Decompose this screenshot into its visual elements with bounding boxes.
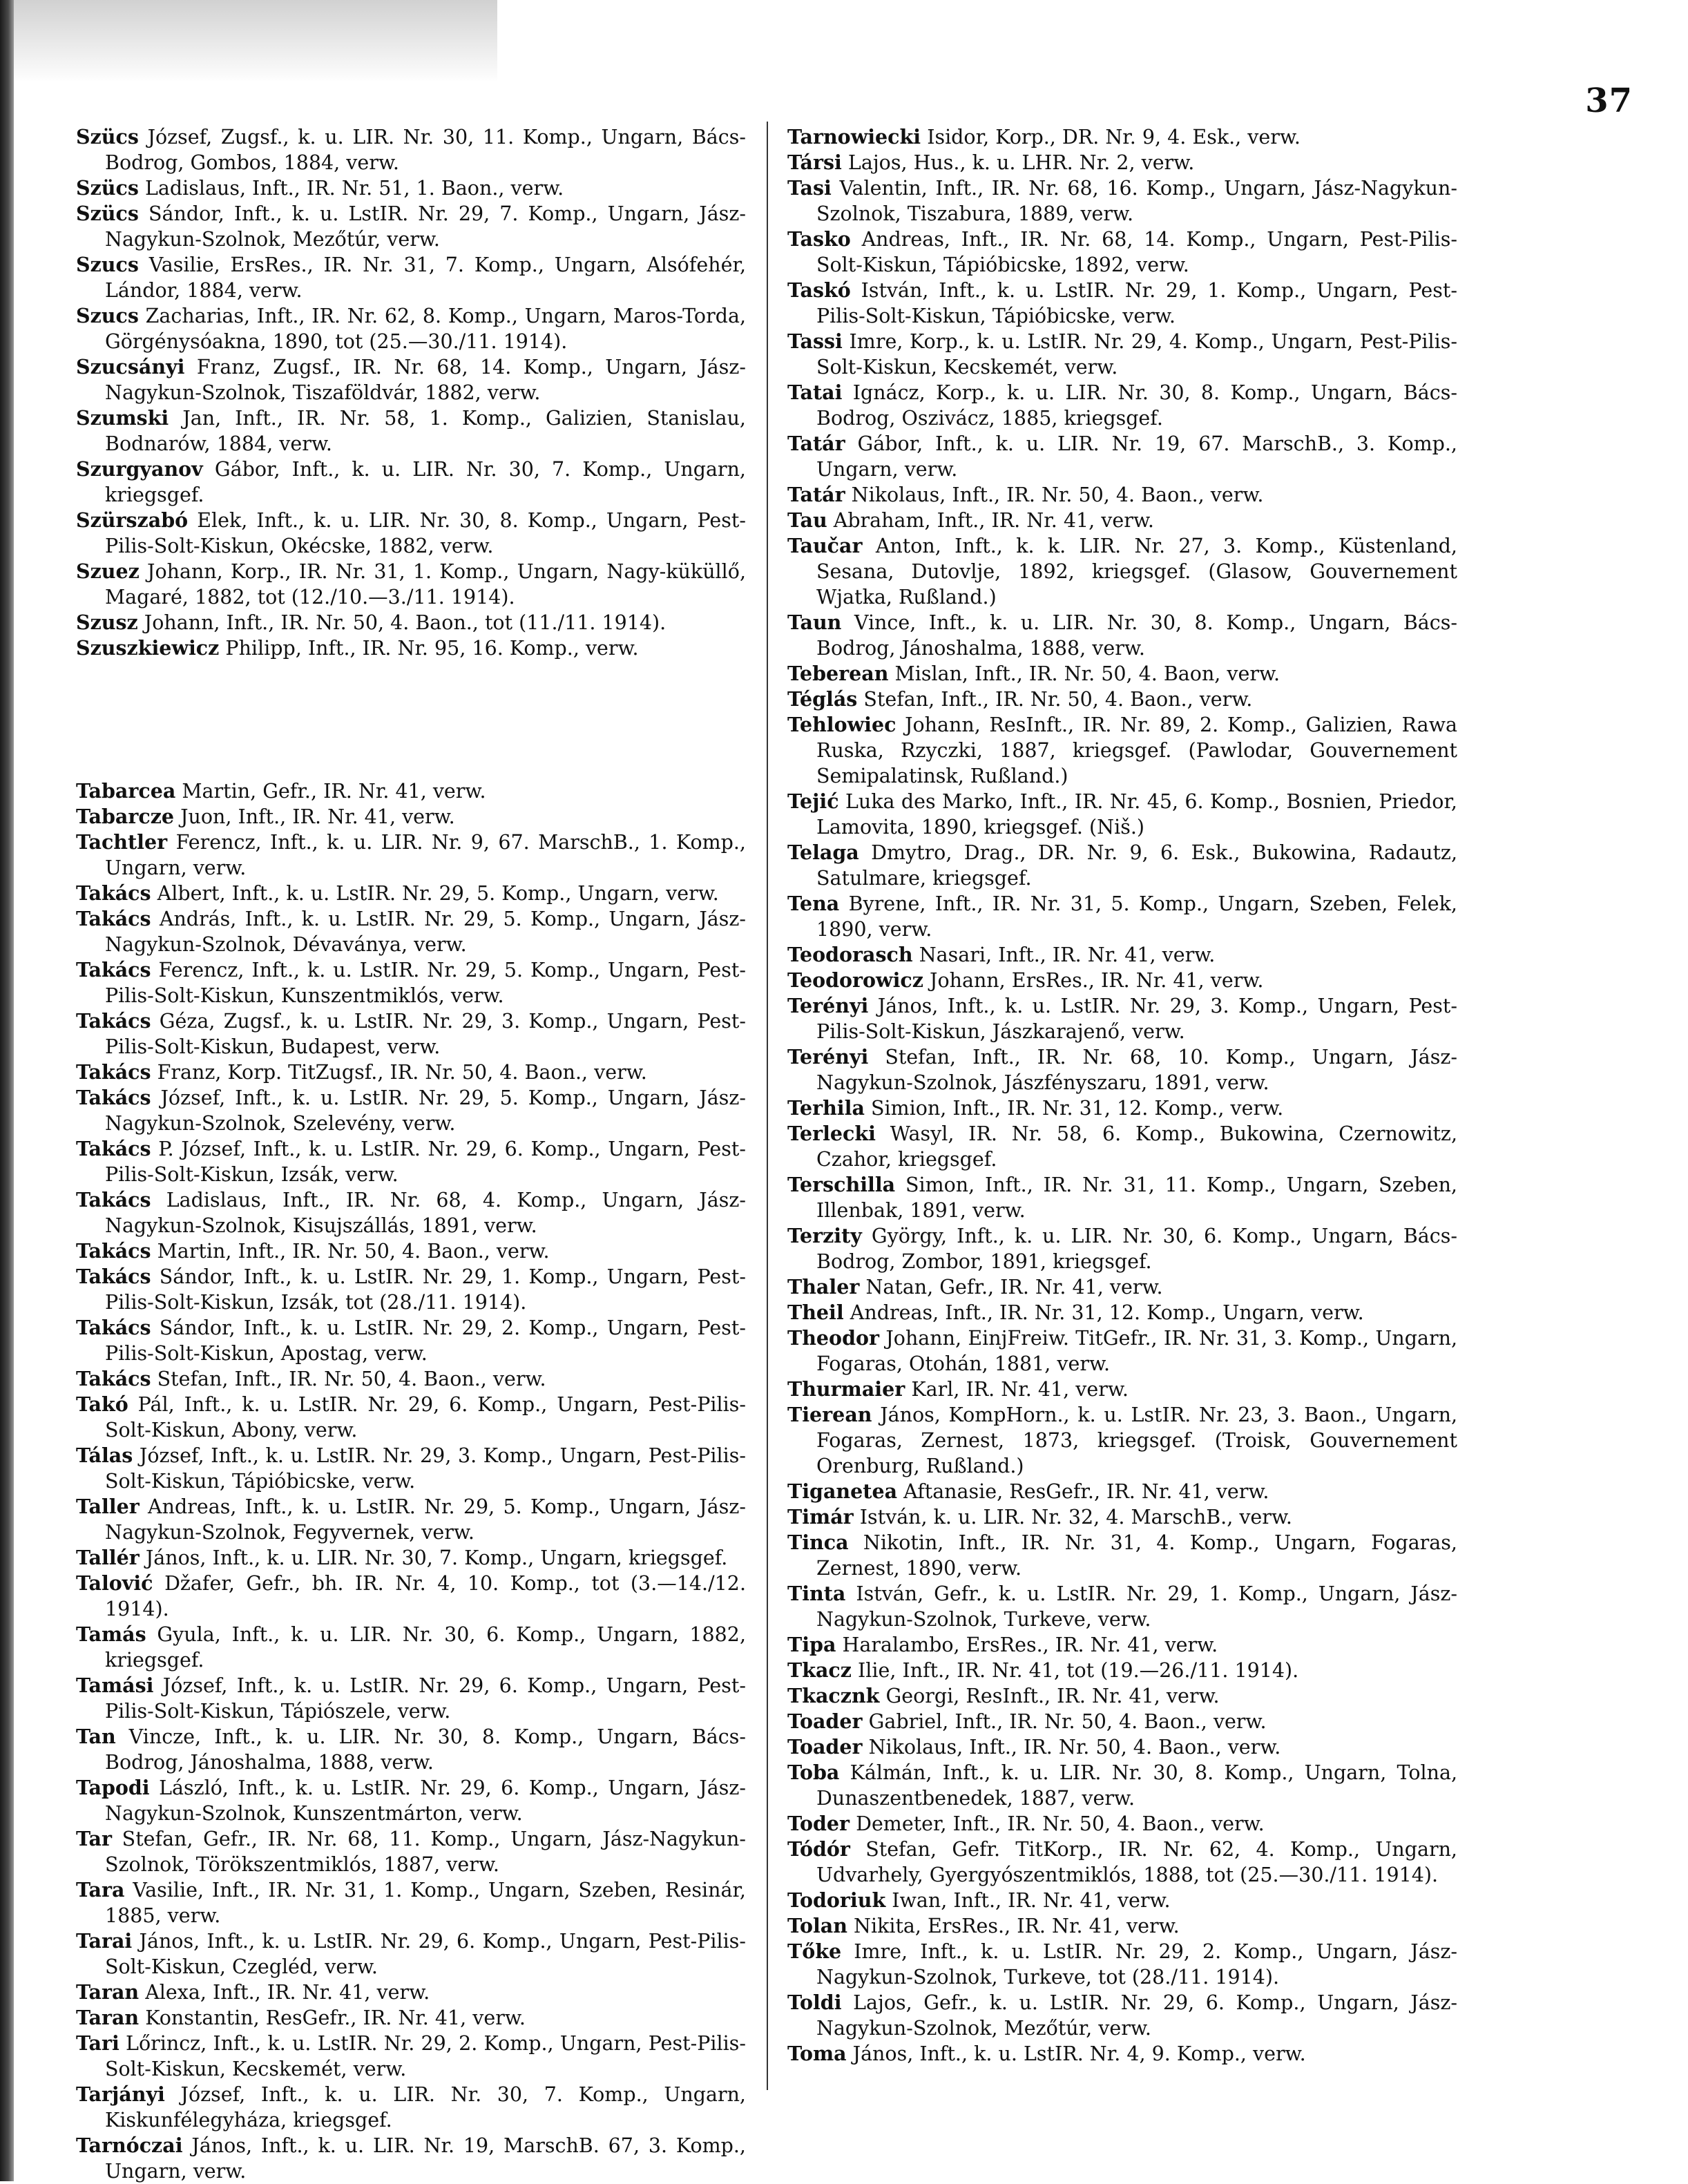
- entry-surname: Toldi: [787, 1991, 842, 2014]
- entry-details: Stefan, Inft., IR. Nr. 50, 4. Baon., verw.: [863, 688, 1253, 711]
- entry-details: Alexa, Inft., IR. Nr. 41, verw.: [145, 1981, 430, 2004]
- list-entry: [787, 968, 1457, 993]
- entry-surname: Szuszkiewicz: [76, 636, 220, 660]
- entry-details: Ladislaus, Inft., IR. Nr. 68, 4. Komp., Ungarn, Jász-Nagykun-Szolnok, Kisujszállás, 1891, verw.: [105, 1189, 746, 1237]
- entry-details: Stefan, Gefr. TitKorp., IR. Nr. 62, 4. Komp., Ungarn, Udvarhely, Gyergyószentmiklós, 1888, tot (25.—30./11. 1914).: [816, 1838, 1457, 1886]
- list-entry: [787, 1530, 1457, 1581]
- list-entry: [76, 881, 746, 906]
- entry-surname: Takács: [76, 1239, 151, 1263]
- list-entry: [76, 2031, 746, 2082]
- entry-surname: Szucsányi: [76, 355, 185, 379]
- entry-details: Karl, IR. Nr. 41, verw.: [911, 1378, 1129, 1401]
- book-binding-edge: [0, 0, 14, 2181]
- entry-details: Johann, ResInft., IR. Nr. 89, 2. Komp., Galizien, Rawa Ruska, Rzyczki, 1887, kriegsgef. (Pawlodar, Gouvernement Semipalatinsk, Rußland.): [816, 713, 1458, 787]
- list-entry: [76, 354, 746, 405]
- list-entry: [76, 508, 746, 559]
- entry-details: Nikita, ErsRes., IR. Nr. 41, verw.: [854, 1915, 1180, 1937]
- entry-details: Sándor, Inft., k. u. LstIR. Nr. 29, 2. Komp., Ungarn, Pest-Pilis-Solt-Kiskun, Apostag, verw.: [105, 1316, 747, 1365]
- list-entry: [76, 1264, 746, 1315]
- list-entry: [76, 1315, 746, 1366]
- list-entry: [787, 1300, 1457, 1325]
- entry-surname: Tamási: [76, 1674, 154, 1697]
- entry-surname: Takó: [76, 1392, 128, 1416]
- list-entry: [787, 380, 1457, 431]
- list-entry: [787, 1504, 1457, 1530]
- entry-surname: Telaga: [787, 841, 859, 864]
- list-entry: [787, 1939, 1457, 1990]
- list-entry: [787, 1709, 1457, 1734]
- entry-surname: Takács: [76, 1009, 151, 1033]
- entry-surname: Tejić: [787, 789, 839, 813]
- list-entry: [787, 1044, 1457, 1095]
- list-entry: [787, 840, 1457, 891]
- entry-details: István, Gefr., k. u. LstIR. Nr. 29, 1. Komp., Ungarn, Jász-Nagykun-Szolnok, Turkeve, verw.: [816, 1582, 1458, 1631]
- entry-surname: Tipa: [787, 1633, 836, 1656]
- entry-details: Stefan, Inft., IR. Nr. 68, 10. Komp., Ungarn, Jász-Nagykun-Szolnok, Jászfényszaru, 1891, verw.: [816, 1046, 1458, 1094]
- entry-details: Nikotin, Inft., IR. Nr. 31, 4. Komp., Ungarn, Fogaras, Zernest, 1890, verw.: [816, 1531, 1457, 1580]
- entry-details: Vincze, Inft., k. u. LIR. Nr. 30, 8. Komp., Ungarn, Bács-Bodrog, Jánoshalma, 1888, verw.: [105, 1725, 746, 1774]
- entry-details: József, Inft., k. u. LstIR. Nr. 29, 5. Komp., Ungarn, Jász-Nagykun-Szolnok, Szelevény, verw.: [105, 1086, 746, 1135]
- list-entry: [787, 1888, 1457, 1913]
- entry-surname: Tehlowiec: [787, 713, 896, 736]
- list-entry: [76, 405, 746, 457]
- entry-details: Simon, Inft., IR. Nr. 31, 11. Komp., Ungarn, Szeben, Illenbak, 1891, verw.: [816, 1174, 1457, 1222]
- entry-details: Isidor, Korp., DR. Nr. 9, 4. Esk., verw.: [927, 126, 1301, 149]
- entry-details: Elek, Inft., k. u. LIR. Nr. 30, 8. Komp., Ungarn, Pest-Pilis-Solt-Kiskun, Okécske, 1882, verw.: [105, 509, 747, 557]
- list-entry: [76, 610, 746, 635]
- entry-details: János, Inft., k. u. LstIR. Nr. 4, 9. Komp., verw.: [852, 2042, 1306, 2065]
- list-entry: [76, 1980, 746, 2005]
- list-entry: [787, 1479, 1457, 1504]
- entry-details: Jan, Inft., IR. Nr. 58, 1. Komp., Galizien, Stanislau, Bodnarów, 1884, verw.: [105, 407, 746, 455]
- list-entry: [787, 1760, 1457, 1811]
- entry-surname: Takács: [76, 1367, 151, 1390]
- entry-surname: Tatai: [787, 381, 843, 404]
- entry-details: János, Inft., k. u. LIR. Nr. 19, MarschB. 67, 3. Komp., Ungarn, verw.: [105, 2134, 746, 2183]
- entry-surname: Takács: [76, 881, 151, 905]
- entry-details: Gábor, Inft., k. u. LIR. Nr. 30, 7. Komp., Ungarn, kriegsgef.: [105, 458, 746, 506]
- entry-details: Nasari, Inft., IR. Nr. 41, verw.: [919, 943, 1216, 966]
- list-entry: [787, 278, 1457, 329]
- entry-details: Demeter, Inft., IR. Nr. 50, 4. Baon., verw.: [856, 1812, 1265, 1835]
- entry-surname: Tarai: [76, 1929, 133, 1953]
- entry-surname: Tabarcea: [76, 779, 176, 803]
- entry-details: Byrene, Inft., IR. Nr. 31, 5. Komp., Ungarn, Szeben, Felek, 1890, verw.: [816, 892, 1457, 941]
- list-entry: [76, 1187, 746, 1238]
- entry-details: Johann, Inft., IR. Nr. 50, 4. Baon., tot (11./11. 1914).: [144, 611, 666, 634]
- entry-details: Stefan, Inft., IR. Nr. 50, 4. Baon., verw.: [157, 1368, 546, 1390]
- list-entry: [76, 1392, 746, 1443]
- entry-details: József, Inft., k. u. LIR. Nr. 30, 7. Komp., Ungarn, Kiskunfélegyháza, kriegsgef.: [105, 2083, 746, 2132]
- entry-surname: Toader: [787, 1735, 863, 1759]
- entry-surname: Társi: [787, 151, 842, 174]
- entry-surname: Tinca: [787, 1531, 849, 1554]
- list-entry: [787, 1377, 1457, 1402]
- entry-surname: Tálas: [76, 1444, 133, 1467]
- entry-details: András, Inft., k. u. LstIR. Nr. 29, 5. Komp., Ungarn, Jász-Nagykun-Szolnok, Dévaványa, verw.: [105, 908, 747, 956]
- list-entry: [76, 1775, 746, 1826]
- entry-details: Gyula, Inft., k. u. LIR. Nr. 30, 6. Komp., Ungarn, 1882, kriegsgef.: [105, 1623, 746, 1671]
- list-entry: [787, 1658, 1457, 1683]
- entry-details: Pál, Inft., k. u. LstIR. Nr. 29, 6. Komp., Ungarn, Pest-Pilis-Solt-Kiskun, Abony, verw.: [105, 1393, 747, 1441]
- entry-details: Ladislaus, Inft., IR. Nr. 51, 1. Baon., verw.: [144, 177, 564, 200]
- entry-surname: Terschilla: [787, 1173, 896, 1196]
- entry-surname: Tatár: [787, 483, 845, 506]
- entry-details: Džafer, Gefr., bh. IR. Nr. 4, 10. Komp., tot (3.—14./12. 1914).: [105, 1572, 746, 1620]
- list-entry: [787, 150, 1457, 175]
- list-entry: [76, 1673, 746, 1724]
- entry-surname: Taun: [787, 611, 842, 634]
- list-entry: [787, 329, 1457, 380]
- entry-surname: Todoriuk: [787, 1888, 886, 1912]
- list-entry: [76, 1877, 746, 1928]
- entry-surname: Timár: [787, 1505, 854, 1529]
- entry-details: Martin, Gefr., IR. Nr. 41, verw.: [182, 780, 486, 803]
- list-entry: [76, 804, 746, 830]
- entry-surname: Tarnóczai: [76, 2134, 183, 2157]
- entry-details: Johann, ErsRes., IR. Nr. 41, verw.: [930, 969, 1264, 992]
- entry-details: József, Inft., k. u. LstIR. Nr. 29, 6. Komp., Ungarn, Pest-Pilis-Solt-Kiskun, Tápiószele, verw.: [105, 1674, 746, 1723]
- entry-details: Gábor, Inft., k. u. LIR. Nr. 19, 67. MarschB., 3. Komp., Ungarn, verw.: [816, 432, 1457, 481]
- list-entry: [787, 1581, 1457, 1632]
- entry-details: Ignácz, Korp., k. u. LIR. Nr. 30, 8. Komp., Ungarn, Bács-Bodrog, Oszivácz, 1885, kriegsgef.: [816, 381, 1457, 430]
- entry-details: Georgi, ResInft., IR. Nr. 41, verw.: [885, 1685, 1220, 1707]
- list-entry: [76, 1060, 746, 1085]
- entry-surname: Tara: [76, 1878, 125, 1902]
- entry-surname: Szucs: [76, 253, 139, 276]
- list-entry: [787, 942, 1457, 968]
- list-entry: [787, 1095, 1457, 1121]
- left-column: [76, 124, 746, 2184]
- entry-details: Martin, Inft., IR. Nr. 50, 4. Baon., verw.: [157, 1240, 550, 1263]
- list-entry: [787, 1811, 1457, 1837]
- entry-surname: Takács: [76, 1137, 151, 1160]
- entry-details: Andreas, Inft., IR. Nr. 68, 14. Komp., Ungarn, Pest-Pilis-Solt-Kiskun, Tápióbicske, 1892, verw.: [816, 228, 1457, 276]
- entry-details: György, Inft., k. u. LIR. Nr. 30, 6. Komp., Ungarn, Bács-Bodrog, Zombor, 1891, kriegsgef.: [816, 1225, 1458, 1273]
- entry-surname: Tachtler: [76, 830, 168, 854]
- entry-details: Philipp, Inft., IR. Nr. 95, 16. Komp., verw.: [225, 637, 639, 660]
- entry-surname: Szücs: [76, 202, 139, 225]
- entry-surname: Szücs: [76, 125, 139, 149]
- list-entry: [787, 661, 1457, 687]
- entry-surname: Takács: [76, 1188, 151, 1211]
- entry-details: János, Inft., k. u. LstIR. Nr. 29, 3. Komp., Ungarn, Pest-Pilis-Solt-Kiskun, Jászkarajenő, verw.: [816, 995, 1457, 1043]
- entry-details: Imre, Inft., k. u. LstIR. Nr. 29, 2. Komp., Ungarn, Jász-Nagykun-Szolnok, Turkeve, tot (28./11. 1914).: [816, 1940, 1457, 1989]
- list-entry: [76, 1494, 746, 1545]
- entry-details: Johann, EinjFreiw. TitGefr., IR. Nr. 31, 3. Komp., Ungarn, Fogaras, Otohán, 1881, verw.: [816, 1327, 1458, 1375]
- entry-details: Stefan, Gefr., IR. Nr. 68, 11. Komp., Ungarn, Jász-Nagykun-Szolnok, Törökszentmiklós, 1887, verw.: [105, 1828, 746, 1876]
- entry-details: Nikolaus, Inft., IR. Nr. 50, 4. Baon., verw.: [851, 483, 1264, 506]
- entry-details: Johann, Korp., IR. Nr. 31, 1. Komp., Ungarn, Nagy-küküllő, Magaré, 1882, tot (12./10.—3./11. 1914).: [105, 560, 747, 609]
- list-entry: [787, 993, 1457, 1044]
- entry-details: Simion, Inft., IR. Nr. 31, 12. Komp., verw.: [871, 1097, 1284, 1120]
- entry-details: István, k. u. LIR. Nr. 32, 4. MarschB., verw.: [859, 1506, 1292, 1529]
- entry-surname: Terlecki: [787, 1122, 876, 1145]
- entry-details: Anton, Inft., k. k. LIR. Nr. 27, 3. Komp., Küstenland, Sesana, Dutovlje, 1892, kriegsgef. (Glasow, Gouvernement Wjatka, Rußland.): [816, 535, 1457, 609]
- entry-details: János, Inft., k. u. LstIR. Nr. 29, 6. Komp., Ungarn, Pest-Pilis-Solt-Kiskun, Czegléd, verw.: [105, 1930, 746, 1978]
- entry-surname: Taran: [76, 2006, 140, 2029]
- list-entry: [76, 175, 746, 201]
- entry-details: Franz, Zugsf., IR. Nr. 68, 14. Komp., Ungarn, Jász-Nagykun-Szolnok, Tiszaföldvár, 1882, verw.: [105, 356, 747, 404]
- entry-surname: Teodorowicz: [787, 968, 923, 992]
- entry-surname: Talović: [76, 1571, 153, 1595]
- entry-surname: Teodorasch: [787, 943, 913, 966]
- list-entry: [787, 1734, 1457, 1760]
- entry-surname: Takács: [76, 1086, 151, 1109]
- list-entry: [787, 533, 1457, 610]
- entry-surname: Tatár: [787, 432, 845, 455]
- list-entry: [76, 252, 746, 303]
- entry-details: Lajos, Hus., k. u. LHR. Nr. 2, verw.: [847, 151, 1195, 174]
- list-entry: [76, 457, 746, 508]
- entry-surname: Szumski: [76, 406, 169, 430]
- list-entry: [787, 1274, 1457, 1300]
- entry-details: Vasilie, Inft., IR. Nr. 31, 1. Komp., Ungarn, Szeben, Resinár, 1885, verw.: [105, 1879, 746, 1927]
- entry-details: Kálmán, Inft., k. u. LIR. Nr. 30, 8. Komp., Ungarn, Tolna, Dunaszentbenedek, 1887, verw.: [816, 1761, 1457, 1810]
- entry-surname: Szuez: [76, 559, 140, 583]
- entry-details: Luka des Marko, Inft., IR. Nr. 45, 6. Komp., Bosnien, Priedor, Lamovita, 1890, kriegsgef. (Niš.): [816, 790, 1457, 839]
- entry-surname: Szusz: [76, 611, 138, 634]
- list-entry: [787, 1837, 1457, 1888]
- entry-surname: Tarjányi: [76, 2082, 165, 2106]
- column-divider: [767, 122, 768, 2090]
- list-entry: [76, 303, 746, 354]
- list-entry: [76, 1008, 746, 1060]
- list-entry: [787, 175, 1457, 227]
- entry-surname: Tierean: [787, 1403, 872, 1426]
- entry-surname: Szucs: [76, 304, 139, 327]
- list-entry: [76, 1928, 746, 1980]
- entry-details: Valentin, Inft., IR. Nr. 68, 16. Komp., Ungarn, Jász-Nagykun-Szolnok, Tiszabura, 1889, verw.: [816, 177, 1457, 225]
- entry-surname: Téglás: [787, 687, 858, 711]
- entry-surname: Terzity: [787, 1224, 862, 1247]
- list-entry: [787, 2041, 1457, 2067]
- entry-details: József, Zugsf., k. u. LIR. Nr. 30, 11. Komp., Ungarn, Bács-Bodrog, Gombos, 1884, verw.: [105, 126, 746, 174]
- entry-details: Zacharias, Inft., IR. Nr. 62, 8. Komp., Ungarn, Maros-Torda, Görgénysóakna, 1890, tot (25.—30./11. 1914).: [105, 305, 747, 353]
- entry-details: Lőrincz, Inft., k. u. LstIR. Nr. 29, 2. Komp., Ungarn, Pest-Pilis-Solt-Kiskun, Kecskemét, verw.: [105, 2032, 746, 2080]
- entry-details: Iwan, Inft., IR. Nr. 41, verw.: [892, 1889, 1171, 1912]
- entry-surname: Toma: [787, 2042, 847, 2065]
- entry-surname: Tinta: [787, 1582, 846, 1605]
- list-entry: [76, 906, 746, 957]
- entry-surname: Tódór: [787, 1837, 850, 1861]
- list-entry: [787, 431, 1457, 482]
- entry-surname: Taučar: [787, 534, 863, 557]
- right-column: [787, 124, 1457, 2067]
- list-entry: [787, 1632, 1457, 1658]
- entry-details: Ferencz, Inft., k. u. LIR. Nr. 9, 67. MarschB., 1. Komp., Ungarn, verw.: [105, 831, 746, 879]
- entry-details: Haralambo, ErsRes., IR. Nr. 41, verw.: [842, 1634, 1218, 1656]
- entry-surname: Tkacz: [787, 1658, 852, 1682]
- entry-surname: Szürszabó: [76, 508, 189, 532]
- list-entry: [787, 1683, 1457, 1709]
- list-entry: [787, 1913, 1457, 1939]
- entry-surname: Takács: [76, 907, 151, 930]
- entry-surname: Toder: [787, 1812, 850, 1835]
- section-gap: [76, 661, 746, 778]
- entry-details: Vasilie, ErsRes., IR. Nr. 31, 7. Komp., Ungarn, Alsófehér, Lándor, 1884, verw.: [105, 253, 747, 302]
- entry-details: Konstantin, ResGefr., IR. Nr. 41, verw.: [145, 2006, 526, 2029]
- entry-surname: Tena: [787, 892, 840, 915]
- list-entry: [76, 1571, 746, 1622]
- entry-surname: Teberean: [787, 662, 889, 685]
- list-entry: [76, 1443, 746, 1494]
- list-entry: [76, 1238, 746, 1264]
- list-entry: [76, 2133, 746, 2184]
- entry-details: Wasyl, IR. Nr. 58, 6. Komp., Bukowina, Czernowitz, Czahor, kriegsgef.: [816, 1122, 1458, 1171]
- entry-surname: Szurgyanov: [76, 457, 203, 481]
- list-entry: [76, 1136, 746, 1187]
- list-entry: [787, 1121, 1457, 1172]
- entry-surname: Taskó: [787, 278, 851, 302]
- entry-surname: Toba: [787, 1761, 840, 1784]
- list-entry: [76, 124, 746, 175]
- entry-surname: Tasi: [787, 176, 832, 200]
- entry-details: Andreas, Inft., IR. Nr. 31, 12. Komp., Ungarn, verw.: [850, 1301, 1364, 1324]
- entry-details: Sándor, Inft., k. u. LstIR. Nr. 29, 1. Komp., Ungarn, Pest-Pilis-Solt-Kiskun, Izsák, tot (28./11. 1914).: [105, 1265, 747, 1314]
- entry-surname: Thurmaier: [787, 1377, 905, 1401]
- entry-surname: Tari: [76, 2031, 119, 2055]
- entry-details: László, Inft., k. u. LstIR. Nr. 29, 6. Komp., Ungarn, Jász-Nagykun-Szolnok, Kunszentmárton, verw.: [105, 1776, 746, 1825]
- list-entry: [76, 635, 746, 661]
- list-entry: [787, 687, 1457, 712]
- entry-details: Imre, Korp., k. u. LstIR. Nr. 29, 4. Komp., Ungarn, Pest-Pilis-Solt-Kiskun, Kecskemét, verw.: [816, 330, 1458, 379]
- list-entry: [787, 1402, 1457, 1479]
- entry-details: Ilie, Inft., IR. Nr. 41, tot (19.—26./11. 1914).: [858, 1659, 1299, 1682]
- entry-surname: Tau: [787, 508, 827, 532]
- entry-surname: Toader: [787, 1709, 863, 1733]
- list-entry: [787, 712, 1457, 789]
- entry-surname: Tallér: [76, 1546, 140, 1569]
- entry-surname: Theodor: [787, 1326, 880, 1350]
- entry-surname: Tan: [76, 1725, 116, 1748]
- list-entry: [787, 1990, 1457, 2041]
- entry-surname: Tkacznk: [787, 1684, 880, 1707]
- entry-details: Aftanasie, ResGefr., IR. Nr. 41, verw.: [903, 1480, 1269, 1503]
- entry-details: Ferencz, Inft., k. u. LstIR. Nr. 29, 5. Komp., Ungarn, Pest-Pilis-Solt-Kiskun, Kunszentmiklós, verw.: [105, 959, 747, 1007]
- entry-surname: Terényi: [787, 1045, 869, 1069]
- list-entry: [76, 559, 746, 610]
- entry-details: Mislan, Inft., IR. Nr. 50, 4. Baon, verw.: [894, 662, 1281, 685]
- list-entry: [76, 1545, 746, 1571]
- entry-surname: Tamás: [76, 1622, 146, 1646]
- entry-surname: Takács: [76, 958, 151, 981]
- entry-surname: Tassi: [787, 329, 843, 353]
- entry-surname: Taran: [76, 1980, 140, 2004]
- entry-surname: Szücs: [76, 176, 139, 200]
- list-entry: [76, 2082, 746, 2133]
- entry-details: János, KompHorn., k. u. LstIR. Nr. 23, 3. Baon., Ungarn, Fogaras, Zernest, 1873, kriegsgef. (Troisk, Gouvernement Orenburg, Rußland.): [816, 1404, 1457, 1477]
- entry-details: Abraham, Inft., IR. Nr. 41, verw.: [833, 509, 1154, 532]
- list-entry: [787, 508, 1457, 533]
- list-entry: [76, 1826, 746, 1877]
- list-entry: [76, 1622, 746, 1673]
- entry-details: József, Inft., k. u. LstIR. Nr. 29, 3. Komp., Ungarn, Pest-Pilis-Solt-Kiskun, Tápióbicske, verw.: [105, 1444, 746, 1493]
- entry-details: Gabriel, Inft., IR. Nr. 50, 4. Baon., verw.: [868, 1710, 1267, 1733]
- entry-details: Natan, Gefr., IR. Nr. 41, verw.: [865, 1276, 1163, 1299]
- entry-surname: Tőke: [787, 1939, 842, 1963]
- entry-details: P. József, Inft., k. u. LstIR. Nr. 29, 6. Komp., Ungarn, Pest-Pilis-Solt-Kiskun, Izsák, verw.: [105, 1138, 746, 1186]
- list-entry: [76, 1366, 746, 1392]
- list-entry: [76, 201, 746, 252]
- entry-details: Juon, Inft., IR. Nr. 41, verw.: [180, 805, 455, 828]
- entry-surname: Thaler: [787, 1275, 860, 1299]
- page-number: 37: [1585, 82, 1633, 120]
- entry-details: István, Inft., k. u. LstIR. Nr. 29, 1. Komp., Ungarn, Pest-Pilis-Solt-Kiskun, Tápióbicske, verw.: [816, 279, 1458, 327]
- list-entry: [76, 2005, 746, 2031]
- scan-shadow: [14, 0, 497, 83]
- list-entry: [787, 1223, 1457, 1274]
- list-entry: [76, 957, 746, 1008]
- list-entry: [787, 789, 1457, 840]
- list-entry: [787, 227, 1457, 278]
- entry-surname: Tar: [76, 1827, 112, 1850]
- list-entry: [787, 482, 1457, 508]
- list-entry: [76, 778, 746, 804]
- entry-details: János, Inft., k. u. LIR. Nr. 30, 7. Komp., Ungarn, kriegsgef.: [145, 1546, 728, 1569]
- list-entry: [787, 1325, 1457, 1377]
- entry-surname: Tapodi: [76, 1776, 150, 1799]
- entry-details: Géza, Zugsf., k. u. LstIR. Nr. 29, 3. Komp., Ungarn, Pest-Pilis-Solt-Kiskun, Budapest, verw.: [105, 1010, 746, 1058]
- list-entry: [787, 891, 1457, 942]
- entry-details: Sándor, Inft., k. u. LstIR. Nr. 29, 7. Komp., Ungarn, Jász-Nagykun-Szolnok, Mezőtúr, verw.: [105, 202, 746, 251]
- list-entry: [787, 610, 1457, 661]
- list-entry: [787, 1172, 1457, 1223]
- list-entry: [76, 830, 746, 881]
- entry-surname: Tiganetea: [787, 1479, 898, 1503]
- entry-details: Vince, Inft., k. u. LIR. Nr. 30, 8. Komp., Ungarn, Bács-Bodrog, Jánoshalma, 1888, verw.: [816, 611, 1457, 660]
- list-entry: [76, 1724, 746, 1775]
- entry-surname: Tabarcze: [76, 805, 175, 828]
- entry-details: Franz, Korp. TitZugsf., IR. Nr. 50, 4. Baon., verw.: [157, 1061, 647, 1084]
- entry-surname: Tasko: [787, 227, 851, 251]
- entry-surname: Takács: [76, 1316, 151, 1339]
- entry-details: Nikolaus, Inft., IR. Nr. 50, 4. Baon., verw.: [868, 1736, 1281, 1759]
- entry-surname: Takács: [76, 1060, 151, 1084]
- list-entry: [76, 1085, 746, 1136]
- entry-details: Albert, Inft., k. u. LstIR. Nr. 29, 5. Komp., Ungarn, verw.: [157, 882, 719, 905]
- entry-surname: Taller: [76, 1495, 140, 1518]
- entry-details: Dmytro, Drag., DR. Nr. 9, 6. Esk., Bukowina, Radautz, Satulmare, kriegsgef.: [816, 841, 1457, 890]
- entry-surname: Tolan: [787, 1914, 847, 1937]
- entry-details: Lajos, Gefr., k. u. LstIR. Nr. 29, 6. Komp., Ungarn, Jász-Nagykun-Szolnok, Mezőtúr, verw.: [816, 1991, 1457, 2040]
- entry-surname: Theil: [787, 1301, 844, 1324]
- entry-surname: Terhila: [787, 1096, 865, 1120]
- entry-surname: Takács: [76, 1265, 151, 1288]
- entry-surname: Terényi: [787, 994, 869, 1017]
- entry-surname: Tarnowiecki: [787, 125, 921, 149]
- entry-details: Andreas, Inft., k. u. LstIR. Nr. 29, 5. Komp., Ungarn, Jász-Nagykun-Szolnok, Fegyvernek, verw.: [105, 1495, 746, 1544]
- list-entry: [787, 124, 1457, 150]
